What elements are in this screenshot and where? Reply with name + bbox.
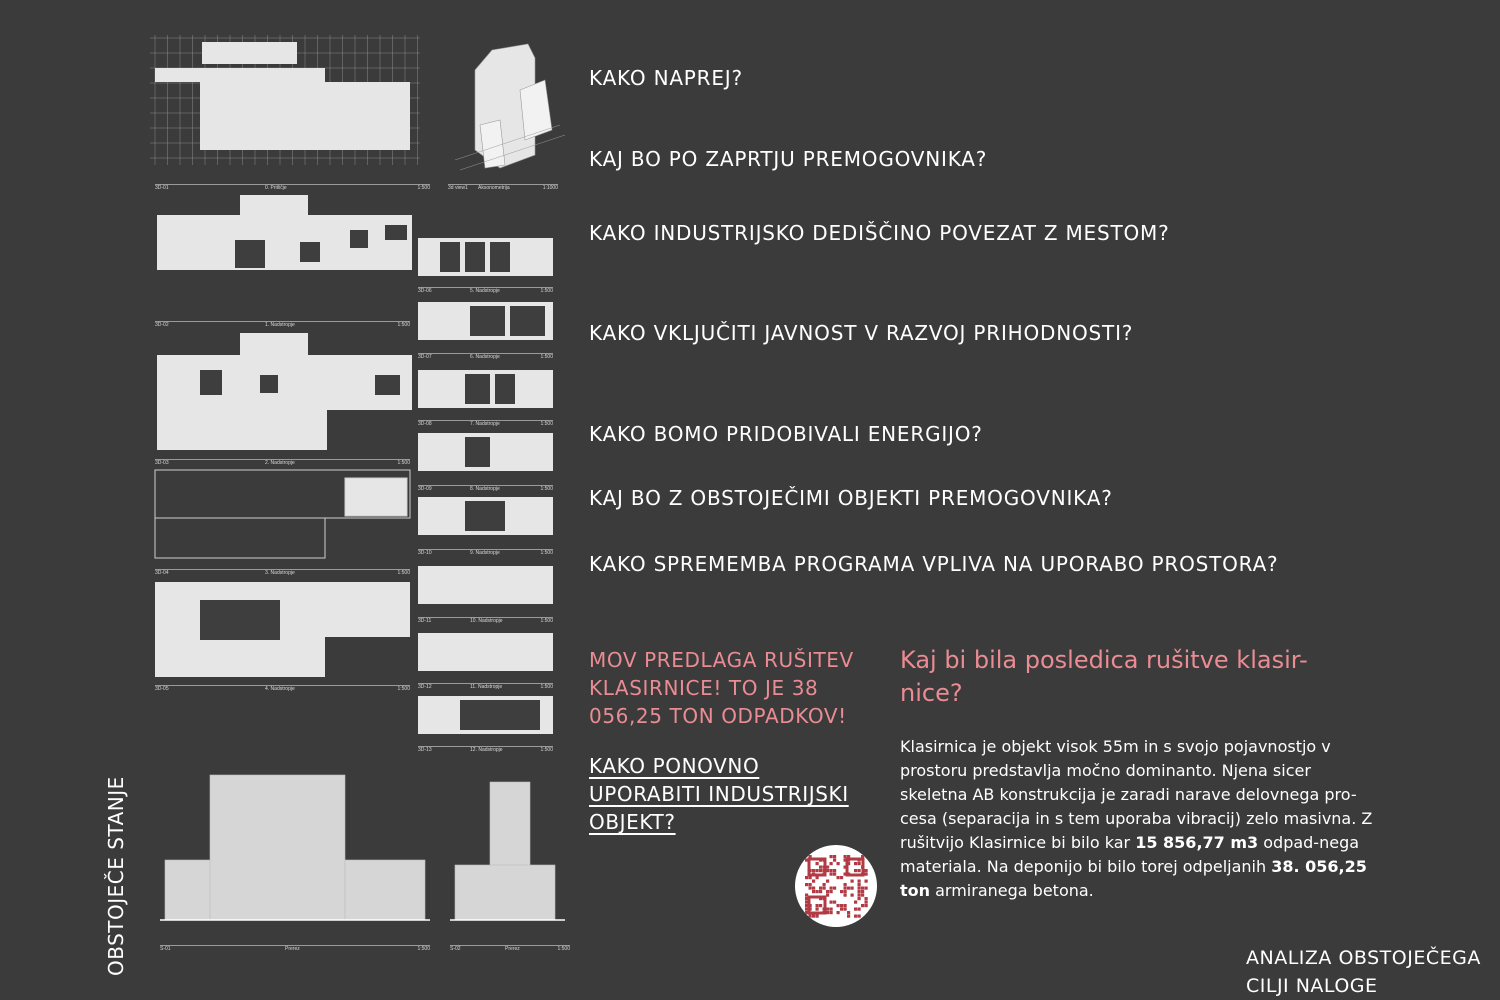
question-7: KAKO SPREMEMBA PROGRAMA VPLIVA NA UPORABO PROSTORA?: [589, 552, 1279, 576]
question-5: KAKO BOMO PRIDOBIVALI ENERGIJO?: [589, 422, 983, 446]
caption-3d-01: 3D-01 0. Pritličje 1:500: [155, 185, 430, 191]
demolition-warning: MOV PREDLAGA RUŠITEV KLASIRNICE! TO JE 38 056,25 TON ODPADKOV!: [589, 648, 854, 728]
caption-s-01: S-01 Prerez 1:500: [160, 946, 430, 952]
caption-s-02: S-02 Prerez 1:500: [450, 946, 570, 952]
qr-code-icon: [795, 845, 877, 927]
consequence-text-2: odpad-nega materiala. Na deponijo bi bilo torej odpeljanih: [900, 833, 1360, 876]
question-2: KAJ BO PO ZAPRTJU PREMOGOVNIKA?: [589, 147, 988, 171]
caption-3d-12: 3D-12 11. Nadstropje 1:500: [418, 684, 553, 690]
consequence-body: [900, 735, 1380, 903]
caption-3d-13: 3D-13 12. Nadstropje 1:500: [418, 747, 553, 753]
side-label: OBSTOJEČE STANJE: [104, 776, 128, 976]
architectural-drawings: [140, 30, 580, 980]
caption-3d-09: 3D-09 8. Nadstropje 1:500: [418, 486, 553, 492]
consequence-text-3: armiranega betona.: [930, 881, 1094, 900]
caption-3d-view: 3d view1 Aksonometrija 1:1000: [448, 185, 558, 191]
caption-3d-04: 3D-04 3. Nadstropje 1:500: [155, 570, 410, 576]
caption-3d-06: 3D-06 5. Nadstropje 1:500: [418, 288, 553, 294]
floor-plan-4: [155, 582, 410, 677]
consequence-tons: 38. 056,25 ton: [900, 857, 1367, 900]
caption-3d-08: 3D-08 7. Nadstropje 1:500: [418, 421, 553, 427]
axonometric-view: [455, 44, 565, 170]
caption-3d-03: 3D-03 2. Nadstropje 1:500: [155, 460, 410, 466]
caption-3d-07: 3D-07 6. Nadstropje 1:500: [418, 354, 553, 360]
floor-plan-1: [157, 195, 412, 270]
caption-3d-05: 3D-05 4. Nadstropje 1:500: [155, 686, 410, 692]
section-drawings: [165, 775, 555, 920]
caption-3d-02: 3D-02 1. Nadstropje 1:500: [155, 322, 410, 328]
caption-3d-10: 3D-10 9. Nadstropje 1:500: [418, 550, 553, 556]
question-1: KAKO NAPREJ?: [589, 66, 743, 90]
question-3: KAKO INDUSTRIJSKO DEDIŠČINO POVEZAT Z MESTOM?: [589, 221, 1170, 245]
footer-line-2: CILJI NALOGE: [1246, 975, 1378, 997]
floor-plan-2: [157, 333, 412, 450]
question-4: KAKO VKLJUČITI JAVNOST V RAZVOJ PRIHODNOSTI?: [589, 321, 1134, 345]
floor-plan-3: [155, 470, 410, 558]
footer-line-1: ANALIZA OBSTOJEČEGA: [1246, 947, 1481, 969]
question-6: KAJ BO Z OBSTOJEČIMI OBJEKTI PREMOGOVNIKA?: [589, 486, 1113, 510]
footer: [1246, 944, 1481, 1000]
consequence-volume: 15 856,77 m3: [1135, 833, 1259, 852]
consequence-text-1: Klasirnica je objekt visok 55m in s svojo pojavnostjo v prostoru predstavlja močno dominanto. Njena sicer skeletna AB konstrukcija je zaradi narave delovnega pro-cesa (separacija in s tem uporaba vibracij) zelo masivna. Z rušitvijo Klasirnice bi bilo kar: [900, 737, 1373, 852]
reuse-question: KAKO PONOVNO UPORABITI INDUSTRIJSKI OBJEKT?: [589, 754, 849, 834]
caption-3d-11: 3D-11 10. Nadstropje 1:500: [418, 618, 553, 624]
consequence-heading: Kaj bi bila posledica rušitve klasir-nice?: [900, 646, 1308, 707]
qr-code[interactable]: [795, 845, 877, 927]
